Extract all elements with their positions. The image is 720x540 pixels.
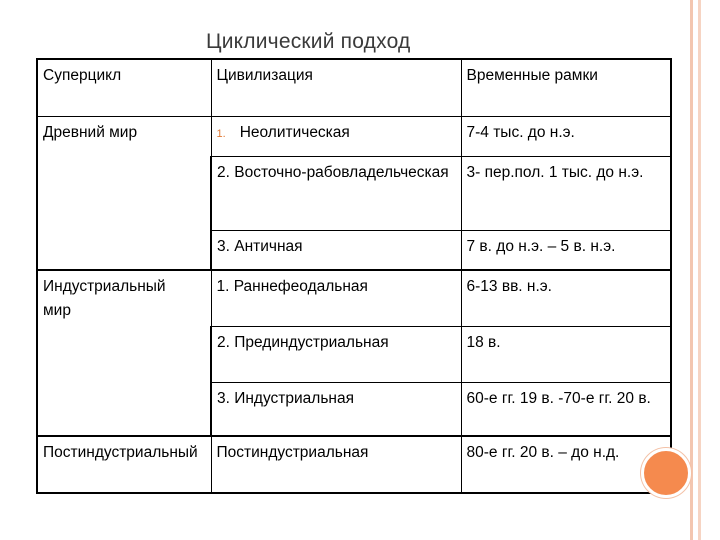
timeframe-cell: 80-е гг. 20 в. – до н.д. [461, 436, 671, 493]
civilization-cycles-table [36, 58, 672, 494]
timeframe-cell: 60-е гг. 19 в. -70-е гг. 20 в. [461, 382, 671, 436]
timeframe-cell: 7-4 тыс. до н.э. [461, 116, 671, 156]
timeframe-cell: 18 в. [461, 326, 671, 382]
civilization-cell: 2. Прединдустриальная [211, 326, 461, 382]
list-number: 1. [216, 127, 226, 140]
civilization-cell: 3. Индустриальная [211, 382, 461, 436]
timeframe-cell: 3- пер.пол. 1 тыс. до н.э. [461, 156, 671, 230]
civilization-cell: Постиндустриальная [211, 436, 461, 493]
civilization-label: Неолитическая [239, 123, 350, 141]
header-timeframe: Временные рамки [461, 59, 671, 116]
slide-title: Циклический подход [206, 30, 411, 53]
header-supercycle: Суперцикл [37, 59, 211, 116]
supercycle-label-line2: мир [43, 302, 71, 319]
civilization-cell [211, 116, 461, 156]
table-header-row [37, 59, 671, 116]
right-decorative-stripe-outer [690, 0, 693, 540]
decorative-circle [641, 448, 691, 498]
table-row [37, 116, 671, 156]
supercycle-cell-industrial [37, 270, 211, 436]
supercycle-cell-postindustrial: Постиндустриальный [37, 436, 211, 493]
supercycle-cell-ancient: Древний мир [37, 116, 211, 270]
right-decorative-stripe-inner [698, 0, 701, 540]
supercycle-label-line1: Индустриальный [43, 278, 166, 295]
table-row [37, 436, 671, 493]
civilization-cell: 1. Раннефеодальная [211, 270, 461, 326]
timeframe-cell: 7 в. до н.э. – 5 в. н.э. [461, 230, 671, 270]
civilization-cell: 3. Античная [211, 230, 461, 270]
civilization-cell: 2. Восточно-рабовладельческая [211, 156, 461, 230]
table-row [37, 270, 671, 326]
header-civilization: Цивилизация [211, 59, 461, 116]
timeframe-cell: 6-13 вв. н.э. [461, 270, 671, 326]
